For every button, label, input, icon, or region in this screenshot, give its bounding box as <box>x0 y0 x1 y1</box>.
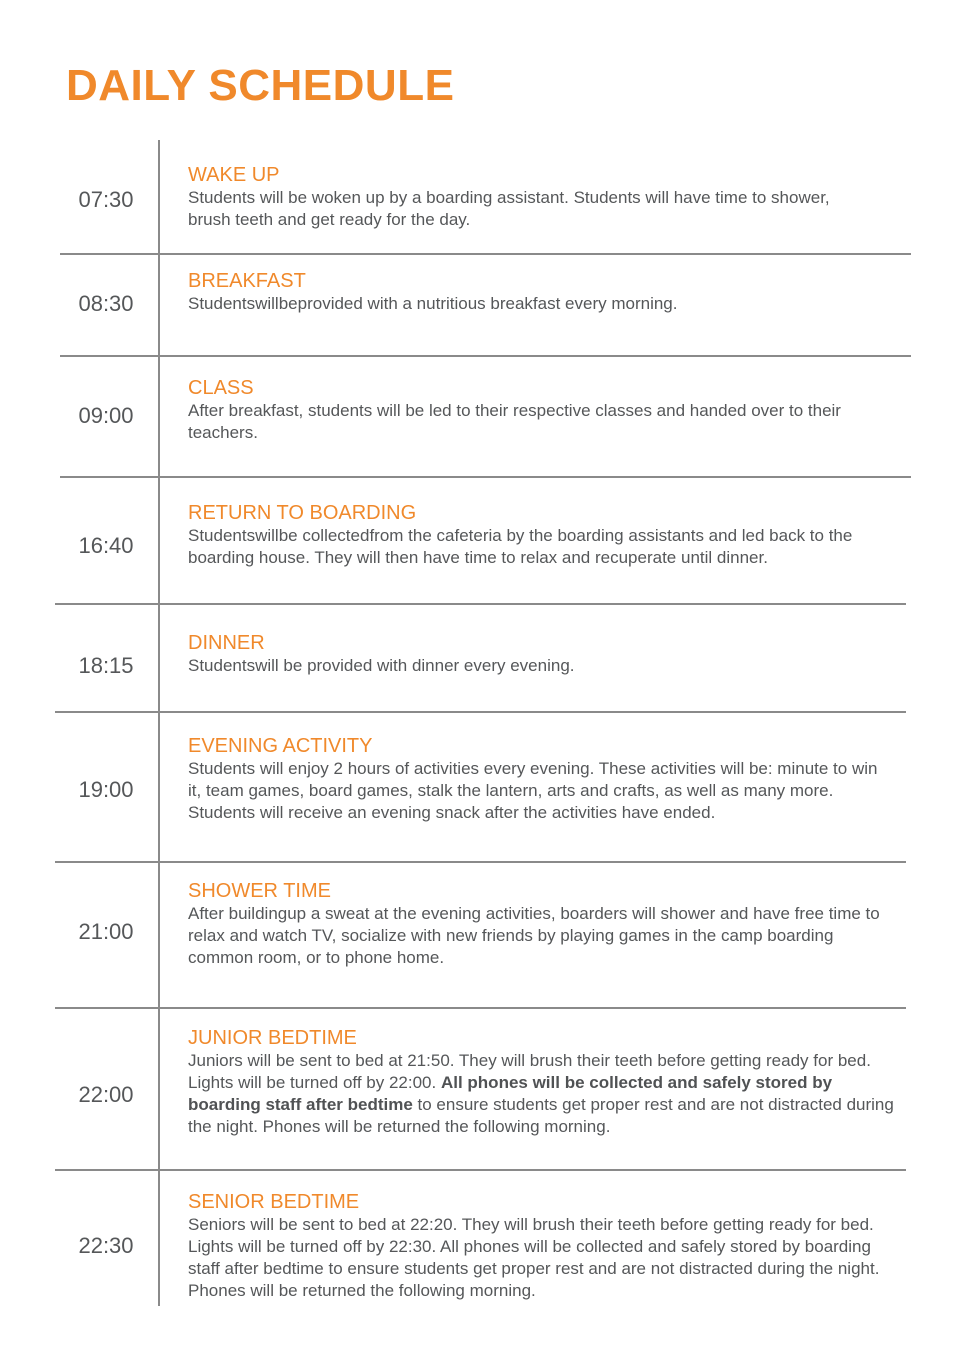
entry-description-text: to ensure students get proper rest and are not distracted during the night. Phones will be returned the following morning. <box>188 1095 894 1136</box>
row-divider <box>60 253 911 255</box>
entry-title: WAKE UP <box>188 164 280 186</box>
entry-description: Studentswillbe collectedfrom the cafeteria by the boarding assistants and led back to the boarding house. They will then have time to relax and recuperate until dinner. <box>188 526 853 567</box>
entry-description: Seniors will be sent to bed at 22:20. They will brush their teeth before getting ready for bed. Lights will be turned off by 22:30. All phones will be collected and safely stored by boarding staff after bedtime to ensure students get proper rest and are not distracted during the night. Phones will be returned the following morning. <box>188 1215 880 1300</box>
entry-title: CLASS <box>188 377 254 399</box>
schedule-time: 08:30 <box>78 291 134 316</box>
row-divider <box>60 355 911 357</box>
entry-title: SENIOR BEDTIME <box>188 1191 360 1213</box>
row-divider <box>55 861 906 863</box>
row-divider <box>60 476 911 478</box>
row-divider <box>55 711 906 713</box>
entry-title: BREAKFAST <box>188 270 306 292</box>
schedule-entry <box>188 879 916 969</box>
entry-description-text: Juniors will be sent to bed at 21:50. They will brush their teeth before getting ready for bed. Lights will be turned off by 22:00. <box>188 1051 871 1092</box>
entry-title: DINNER <box>188 632 265 654</box>
schedule-time: 09:00 <box>78 403 134 428</box>
schedule-time: 22:30 <box>78 1233 134 1258</box>
schedule-entry <box>188 1190 916 1302</box>
entry-description: Students will enjoy 2 hours of activities every evening. These activities will be: minute to win it, team games, board games, stalk the lantern, arts and crafts, as well as many more. Students will receive an evening snack after the activities have ended. <box>188 759 878 822</box>
entry-description: After buildingup a sweat at the evening activities, boarders will shower and have free time to relax and watch TV, socialize with new friends by playing games in the camp boarding common room, or to phone home. <box>188 904 880 967</box>
timeline-vertical-divider <box>158 140 160 1306</box>
entry-description <box>188 1050 900 1138</box>
page-title: DAILY SCHEDULE <box>66 61 455 110</box>
entry-description: After breakfast, students will be led to their respective classes and handed over to their teachers. <box>188 401 841 442</box>
schedule-time: 19:00 <box>78 777 134 802</box>
schedule-entry <box>188 631 916 677</box>
schedule-entry <box>188 501 916 569</box>
entry-title: JUNIOR BEDTIME <box>188 1027 357 1049</box>
entry-description: Studentswill be provided with dinner every evening. <box>188 656 575 675</box>
entry-description: Students will be woken up by a boarding assistant. Students will have time to shower, brush teeth and get ready for the day. <box>188 188 830 229</box>
entry-title: RETURN TO BOARDING <box>188 502 417 524</box>
row-divider <box>55 603 906 605</box>
schedule-entry <box>188 376 916 444</box>
schedule-entry <box>188 1026 916 1138</box>
schedule-entry <box>188 269 916 315</box>
schedule-time: 18:15 <box>78 653 134 678</box>
schedule-time: 21:00 <box>78 919 134 944</box>
schedule-time: 07:30 <box>78 187 134 212</box>
schedule-time: 22:00 <box>78 1082 134 1107</box>
entry-title: SHOWER TIME <box>188 880 331 902</box>
row-divider <box>55 1169 906 1171</box>
schedule-time: 16:40 <box>78 533 134 558</box>
schedule-entry <box>188 163 916 231</box>
entry-title: EVENING ACTIVITY <box>188 735 373 757</box>
schedule-entry <box>188 734 916 824</box>
entry-description: Studentswillbeprovided with a nutritious breakfast every morning. <box>188 294 678 313</box>
row-divider <box>55 1007 906 1009</box>
entry-description-emphasis: All phones will be collected and safely stored by boarding staff after bedtime <box>188 1073 833 1114</box>
